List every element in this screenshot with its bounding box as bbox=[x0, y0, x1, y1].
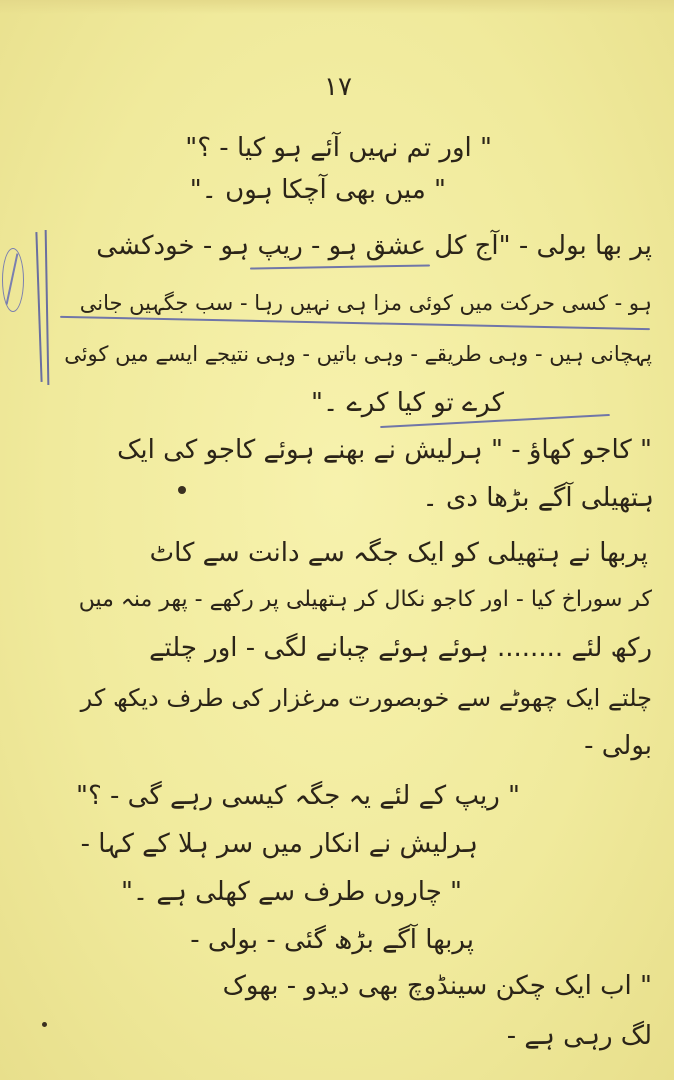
text-line: " کاجو کھاؤ - " ہرلیش نے بھنے ہوئے کاجو کی ایک bbox=[117, 435, 652, 465]
text-line: کرے تو کیا کرے ۔" bbox=[311, 388, 504, 418]
text-line: لگ رہی ہے - bbox=[506, 1021, 652, 1051]
text-line: " اب ایک چکن سینڈوچ بھی دیدو - بھوک bbox=[222, 971, 652, 1001]
text-line: چلتے ایک چھوٹے سے خوبصورت مرغزار کی طرف دیکھ کر bbox=[80, 684, 652, 712]
text-line: " چاروں طرف سے کھلی ہے ۔" bbox=[120, 877, 462, 907]
text-line: پربھا نے ہتھیلی کو ایک جگہ سے دانت سے کاٹ bbox=[149, 538, 648, 568]
margin-bracket-line-2 bbox=[45, 230, 50, 385]
text-line: بولی - bbox=[584, 731, 652, 761]
text-line: رکھ لئے ........ ہوئے ہوئے چبانے لگی - اور چلتے bbox=[149, 633, 652, 663]
text-line: " میں بھی آچکا ہوں ۔" bbox=[189, 175, 446, 205]
text-line: " اور تم نہیں آئے ہو کیا - ؟" bbox=[185, 133, 492, 163]
margin-bracket-line-1 bbox=[35, 232, 42, 382]
page-top-edge bbox=[0, 0, 674, 14]
text-line: پہچانی ہیں - وہی طریقے - وہی باتیں - وہی نتیجے ایسے میں کوئی bbox=[64, 342, 652, 366]
text-line: ہتھیلی آگے بڑھا دی ۔ bbox=[422, 483, 654, 513]
underline-stroke bbox=[250, 264, 430, 269]
text-line: کر سوراخ کیا - اور کاجو نکال کر ہتھیلی پر رکھے - پھر منہ میں bbox=[78, 587, 652, 612]
ink-spot bbox=[42, 1022, 47, 1027]
text-line: ہو - کسی حرکت میں کوئی مزا ہی نہیں رہا - سب جگہیں جانی bbox=[79, 291, 652, 315]
text-line: ہرلیش نے انکار میں سر ہلا کے کہا - bbox=[80, 829, 478, 859]
text-line: " ریپ کے لئے یہ جگہ کیسی رہے گی - ؟" bbox=[76, 781, 520, 811]
ink-spot bbox=[178, 486, 186, 494]
page-number: ۱۷ bbox=[324, 72, 352, 102]
margin-annotation-mark bbox=[2, 248, 24, 312]
text-line: پربھا آگے بڑھ گئی - بولی - bbox=[190, 925, 474, 955]
text-line: پر بھا بولی - "آج کل عشق ہو - ریپ ہو - خودکشی bbox=[96, 231, 652, 261]
